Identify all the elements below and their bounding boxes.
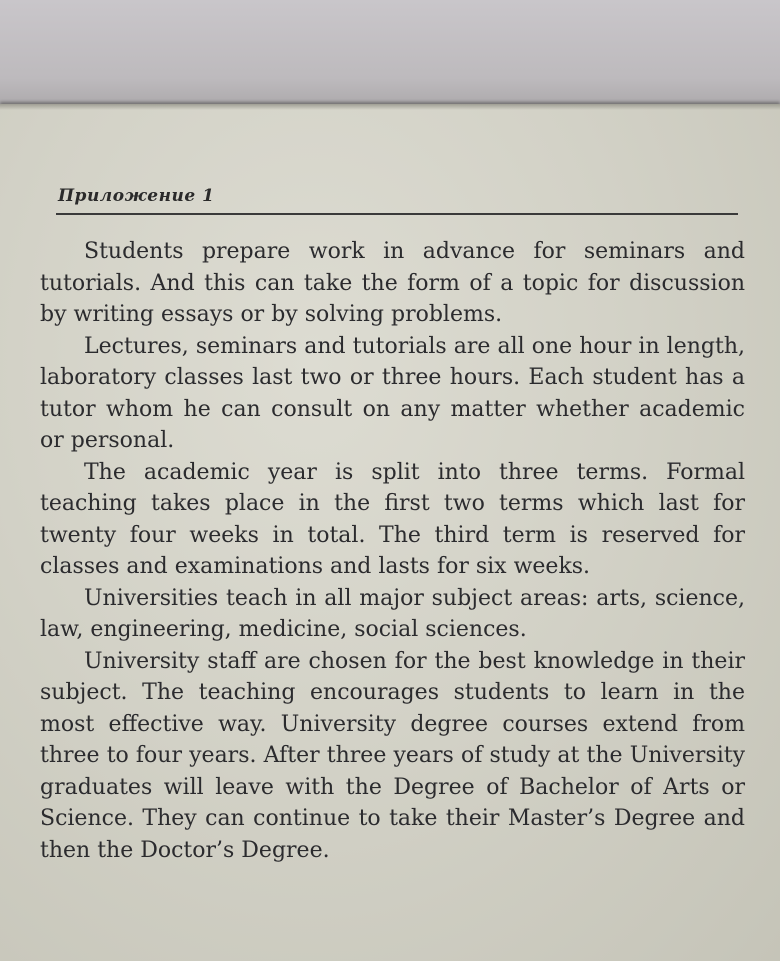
paragraph-3: The academic year is split into three terms. Formal teaching takes place in the first two terms which last for twenty four weeks in total. The third term is reserved for classes and examinations and lasts for six weeks. bbox=[40, 459, 745, 579]
paragraph-4: Universities teach in all major subject areas: arts, science, law, engineering, medicine, social sciences. bbox=[40, 585, 745, 642]
running-head: Приложение 1 bbox=[58, 186, 215, 206]
paragraph-2: Lectures, seminars and tutorials are all one hour in length, laboratory classes last two or three hours. Each student has a tutor whom he can consult on any matter whether academic or personal. bbox=[40, 333, 745, 453]
header-rule bbox=[56, 213, 738, 215]
desk-background bbox=[0, 0, 780, 112]
paragraph-5: University staff are chosen for the best knowledge in their subject. The teaching encourages students to learn in the most effective way. University degree courses extend from three to four years. After three years of study at the University graduates will leave with the Degree of Bachelor of Arts or Science. They can continue to take their Master’s Degree and then the Doctor’s Degree. bbox=[40, 648, 745, 863]
paragraph-1: Students prepare work in advance for seminars and tutorials. And this can take the form of a topic for discussion by writing essays or by solving problems. bbox=[40, 239, 745, 327]
book-page bbox=[0, 104, 780, 961]
page-body bbox=[40, 236, 745, 866]
